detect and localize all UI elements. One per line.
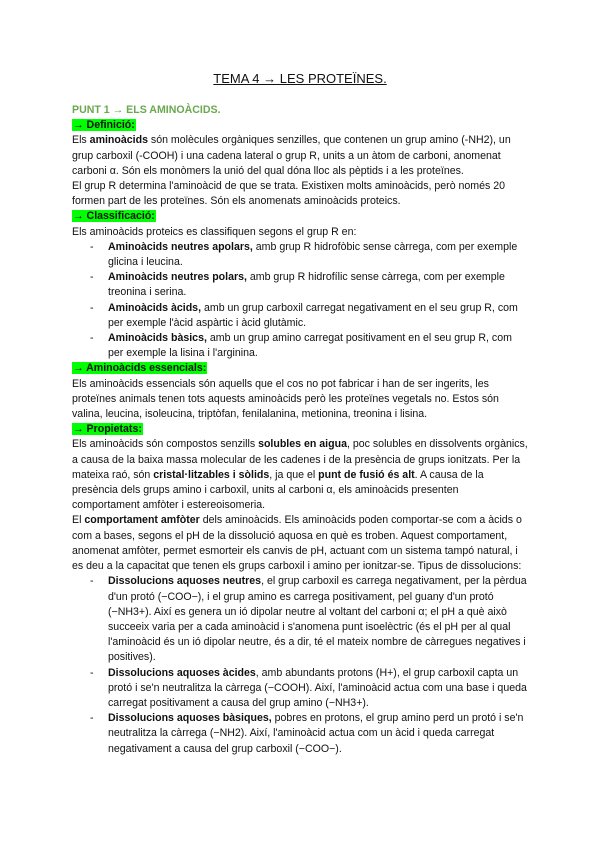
list-item: - Aminoàcids neutres polars, amb grup R hidrofílic sense càrrega, com per exemple treonina i serina. (108, 270, 528, 300)
dissolucions-list (72, 574, 528, 756)
definicio-heading: → Definició: (73, 119, 135, 132)
essencials-heading-line (72, 361, 528, 376)
classificacio-intro: Els aminoàcids proteics es classifiquen segons el grup R en: (72, 225, 357, 238)
definicio-paragraph-1: Els aminoàcids són molècules orgàniques senzilles, que contenen un grup amino (-NH2), un grup carboxil (-COOH) i una cadena lateral o grup R, units a un àtom de carboni, anomenat carboni α. Són els monòmers la unió del qual dóna lloc als pèptids i a les proteïnes. (72, 134, 511, 177)
section-heading-punt1: PUNT 1 → ELS AMINOÀCIDS. (72, 104, 221, 116)
document-body (72, 103, 528, 757)
essencials-heading: → Aminoàcids essencials: (73, 362, 207, 375)
definicio-heading-line (72, 118, 528, 133)
list-item: - Dissolucions aquoses àcides, amb abundants protons (H+), el grup carboxil capta un protó i se'n neutralitza la càrrega (−COOH). Així, l'aminoàcid actua com una base i queda carregat positivament a causa del grup amino (−NH3+). (108, 666, 528, 712)
classificacio-heading-line (72, 209, 528, 224)
propietats-paragraph-1: Els aminoàcids són compostos senzills solubles en aigua, poc solubles en dissolvents orgànics, a causa de la baixa massa molecular de les cadenes i de la presència de grups ionitzats. Per la mateixa raó, són cristal·litzables i sòlids, ja que el punt de fusió és alt. A causa de la presència dels grups amino i carboxil, units al carboni α, els aminoàcids presenten comportament amfòter i estereoisomeria. (72, 438, 528, 512)
classificacio-list (72, 240, 528, 362)
definicio-paragraph-2: El grup R determina l'aminoàcid de que se trata. Existixen molts aminoàcids, però només 20 formen part de les proteïnes. Són els anomenats aminoàcids proteics. (72, 180, 506, 208)
list-item: - Aminoàcids neutres apolars, amb grup R hidrofòbic sense càrrega, com per exemple glicina i leucina. (108, 240, 528, 270)
propietats-heading-line (72, 422, 528, 437)
classificacio-heading: → Classificació: (73, 210, 155, 223)
propietats-heading: → Propietats: (73, 423, 142, 436)
list-item: - Dissolucions aquoses bàsiques, pobres en protons, el grup amino perd un protó i se'n neutralitza la càrrega (−NH2). Així, l'aminoàcid actua com un àcid i queda carregat negativament a causa del grup carboxil (−COO−). (108, 711, 528, 757)
list-item: - Aminoàcids bàsics, amb un grup amino carregat positivament en el seu grup R, com per exemple la lisina i l'arginina. (108, 331, 528, 361)
propietats-paragraph-2: El comportament amfòter dels aminoàcids. Els aminoàcids poden comportar-se com a àcids o com a bases, segons el pH de la dissolució aquosa en què es troben. Aquest comportament, anomenat amfòter, permet esmorteir els canvis de pH, actuant com un sistema tampó natural, i es deu a la capacitat que tenen els grups carboxil i amino per ionitzar-se. Tipus de dissolucions: (72, 514, 522, 573)
essencials-paragraph: Els aminoàcids essencials són aquells que el cos no pot fabricar i han de ser ingerits, les proteïnes animals tenen tots aquests aminoàcids però les proteïnes vegetals no. Estos són valina, leucina, isoleucina, triptòfan, fenilalanina, metionina, treonina i lisina. (72, 377, 499, 421)
list-item: - Aminoàcids àcids, amb un grup carboxil carregat negativament en el seu grup R, com per exemple l'àcid aspàrtic i àcid glutàmic. (108, 301, 528, 331)
list-item: - Dissolucions aquoses neutres, el grup carboxil es carrega negativament, per la pèrdua d'un protó (−COO−), i el grup amino es carrega positivament, pel guany d'un protó (−NH3+). Així es genera un ió dipolar neutre al voltant del carboni α; el pH a què això succeeix varia per a cada aminoàcid i s'anomena punt isoelèctric (és el pH per al qual l'aminoàcid és un ió dipolar neutre, és a dir, té el mateix nombre de càrregues negatives i positives). (108, 574, 528, 665)
page-title: TEMA 4 → LES PROTEÏNES. (213, 71, 387, 86)
